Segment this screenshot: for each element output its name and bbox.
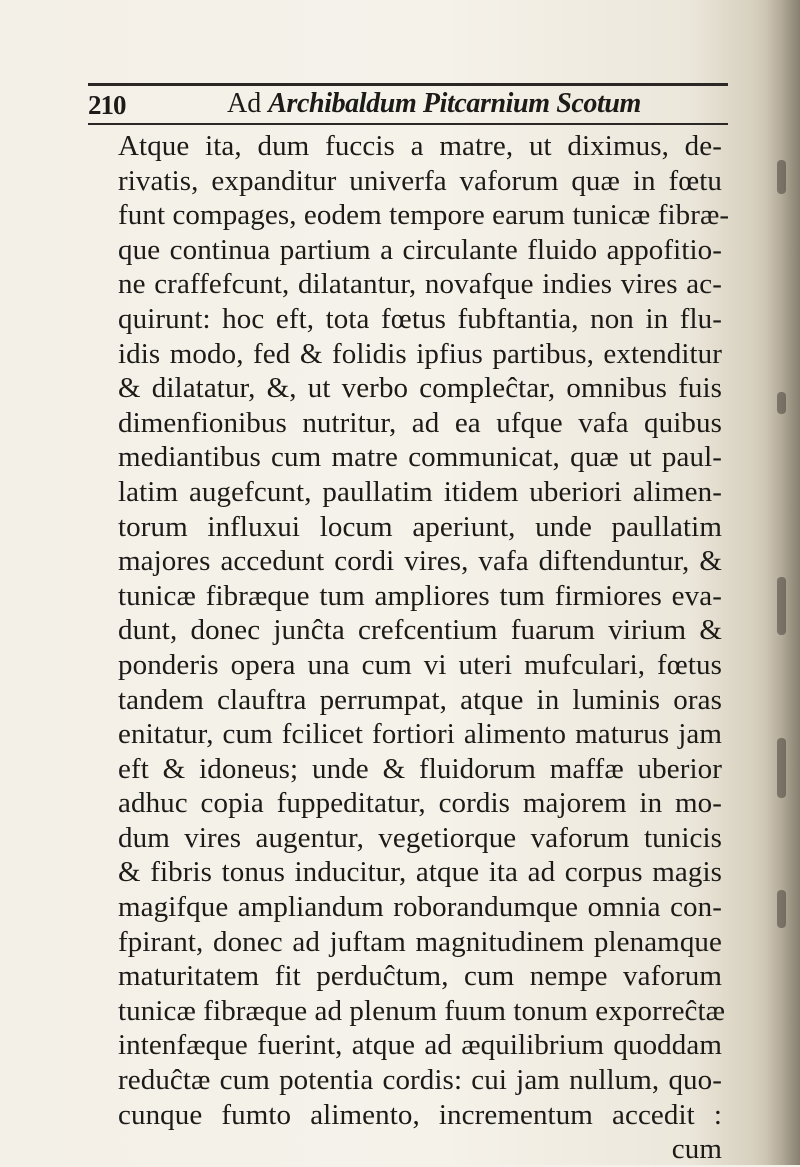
margin-smudge [777,160,786,194]
body-text [118,129,730,1167]
text-line: idis modo, fed & folidis ipfius partibus, extenditur [118,337,722,370]
text-line: quirunt: hoc eft, tota fœtus fubftantia, non in flu- [118,302,722,335]
page-number: 210 [88,90,126,120]
text-line: dum vires augentur, vegetiorque vaforum tunicis [118,821,722,854]
text-line: & dilatatur, &, ut verbo compleĉtar, omnibus fuis [118,372,722,405]
text-line: majores accedunt cordi vires, vafa diftenduntur, & [118,545,722,578]
running-head-prefix: Ad [227,88,262,119]
text-line: cunque fumto alimento, incrementum accedit : [118,1098,722,1131]
text-line: & fibris tonus inducitur, atque ita ad corpus magis [118,856,722,889]
margin-smudge [777,890,786,928]
text-line: torum influxui locum aperiunt, unde paullatim [118,510,722,543]
header-rule-bottom [88,123,728,125]
text-line: enitatur, cum fcilicet fortiori alimento maturus jam [118,718,722,751]
text-line: tunicæ fibræque ad plenum fuum tonum exporreĉtæ [118,994,726,1027]
text-line: dimenfionibus nutritur, ad ea ufque vafa quibus [118,406,722,439]
text-line: latim augefcunt, paullatim itidem uberiori alimen- [118,475,722,508]
text-line: rivatis, expanditur univerfa vaforum quæ in fœtu [118,164,722,197]
text-line: fpirant, donec ad juftam magnitudinem plenamque [118,925,722,958]
running-head [227,88,641,120]
running-head-title: Archibaldum Pitcarnium Scotum [268,88,641,119]
margin-smudge [777,577,786,635]
catchword: cum [671,1133,722,1166]
text-line: Atque ita, dum fuccis a matre, ut diximus, de- [118,130,722,162]
text-line: funt compages, eodem tempore earum tunicæ fibræ- [118,199,730,232]
header-rule-top [88,83,728,86]
text-line: ponderis opera una cum vi uteri mufculari, fœtus [118,648,722,681]
margin-smudge [777,738,786,798]
text-line: tunicæ fibræque tum ampliores tum firmiores eva- [118,579,722,612]
text-line: mediantibus cum matre communicat, quæ ut paul- [118,441,722,474]
text-line: reduĉtæ cum potentia cordis: cui jam nullum, quo- [118,1064,722,1097]
text-line: intenfæque fuerint, atque ad æquilibrium quoddam [118,1029,722,1062]
text-line: ne craffefcunt, dilatantur, novafque indies vires ac- [118,268,722,301]
text-line: magifque ampliandum roborandumque omnia con- [118,891,722,924]
text-line: eft & idoneus; unde & fluidorum maffæ uberior [118,752,722,785]
text-line: que continua partium a circulante fluido appofitio- [118,233,722,266]
text-line: tandem clauftra perrumpat, atque in luminis oras [118,683,722,716]
text-line: dunt, donec junĉta crefcentium fuarum virium & [118,614,722,647]
margin-smudge [777,392,786,414]
text-line: adhuc copia fuppeditatur, cordis majorem in mo- [118,787,722,820]
text-line: maturitatem fit perduĉtum, cum nempe vaforum [118,960,722,993]
